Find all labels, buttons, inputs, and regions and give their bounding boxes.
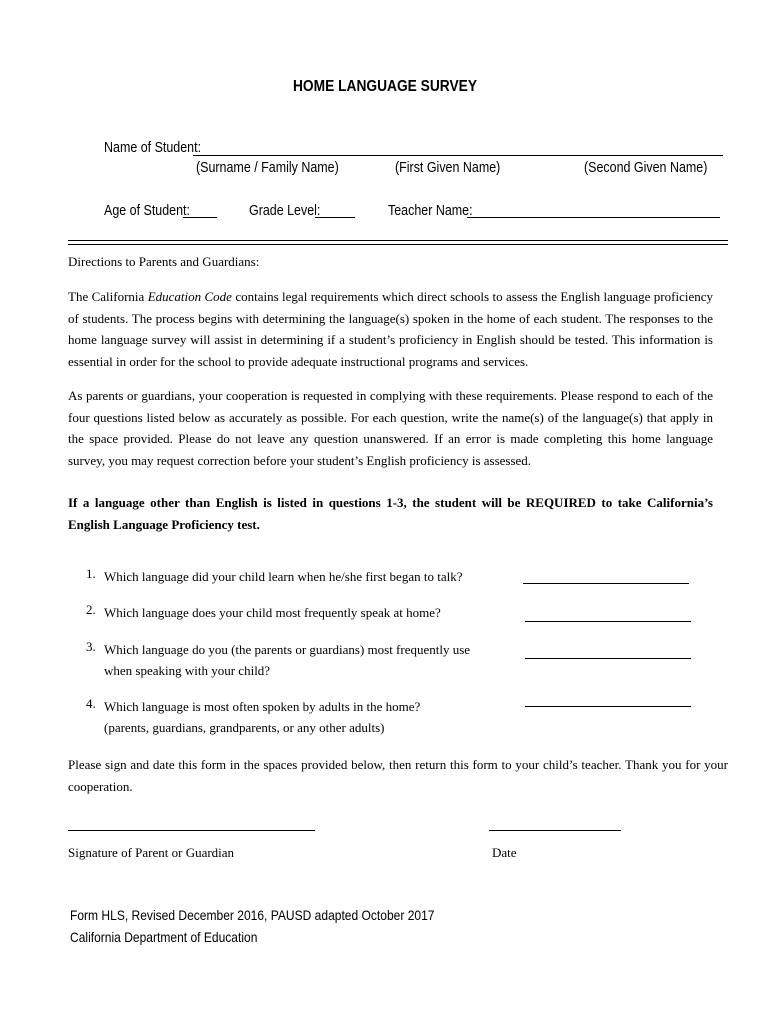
second-name-label: (Second Given Name) (584, 160, 708, 176)
question-4-number: 4. (86, 696, 96, 711)
divider-bottom (68, 244, 728, 245)
parent-signature-field[interactable] (68, 830, 315, 831)
grade-label: Grade Level: (249, 203, 321, 219)
date-label: Date (492, 845, 517, 860)
answer-1-field[interactable] (523, 583, 689, 584)
question-1-text: Which language did your child learn when he/she first began to talk? (104, 569, 463, 584)
directions-paragraph-1: The California Education Code contains legal requirements which direct schools to assess the English language proficiency of students. The process begins with determining the language(s) spoken in the home of each student. The responses to the home language survey will assist in determining if a student’s proficiency in English should be tested. This information is essential in order for the school to provide adequate instructional programs and services. (68, 289, 713, 369)
directions-heading: Directions to Parents and Guardians: (68, 254, 260, 269)
form-title: HOME LANGUAGE SURVEY (292, 78, 477, 95)
answer-2-field[interactable] (525, 621, 691, 622)
date-field[interactable] (489, 830, 621, 831)
teacher-label: Teacher Name: (388, 203, 473, 219)
question-2-number: 2. (86, 602, 96, 617)
student-name-field[interactable] (193, 155, 723, 156)
question-3-text: Which language do you (the parents or guardians) most frequently use when speaking with your child? (104, 642, 471, 678)
first-name-label: (First Given Name) (395, 160, 501, 176)
name-label: Name of Student: (104, 140, 202, 156)
form-revision-note: Form HLS, Revised December 2016, PAUSD adapted October 2017 (70, 907, 435, 923)
answer-4-field[interactable] (525, 706, 691, 707)
question-2-text: Which language does your child most frequently speak at home? (104, 605, 441, 620)
answer-3-field[interactable] (525, 658, 691, 659)
teacher-name-field[interactable] (467, 217, 720, 218)
divider-top (68, 240, 728, 241)
age-label: Age of Student: (104, 203, 190, 219)
closing-instructions: Please sign and date this form in the spaces provided below, then return this form to your child’s teacher. Thank you for your cooperation. (68, 757, 728, 794)
requirement-notice: If a language other than English is listed in questions 1-3, the student will be REQUIRED to take California’s English Language Proficiency test. (68, 495, 713, 532)
parent-signature-label: Signature of Parent or Guardian (68, 845, 235, 860)
directions-paragraph-2: As parents or guardians, your cooperation is requested in complying with these requirements. Please respond to each of the four questions listed below as accurately as possible. For each question, write the name(s) of the language(s) that apply in the space provided. Please do not leave any question unanswered. If an error is made completing this home language survey, you may request correction before your student’s English proficiency is assessed. (68, 388, 713, 468)
department-name: California Department of Education (70, 929, 258, 945)
age-field[interactable] (183, 217, 217, 218)
question-1-number: 1. (86, 566, 96, 581)
surname-label: (Surname / Family Name) (196, 160, 339, 176)
grade-field[interactable] (315, 217, 355, 218)
question-3-number: 3. (86, 639, 96, 654)
question-4-text: Which language is most often spoken by adults in the home? (parents, guardians, grandparents, or any other adults) (104, 699, 421, 735)
